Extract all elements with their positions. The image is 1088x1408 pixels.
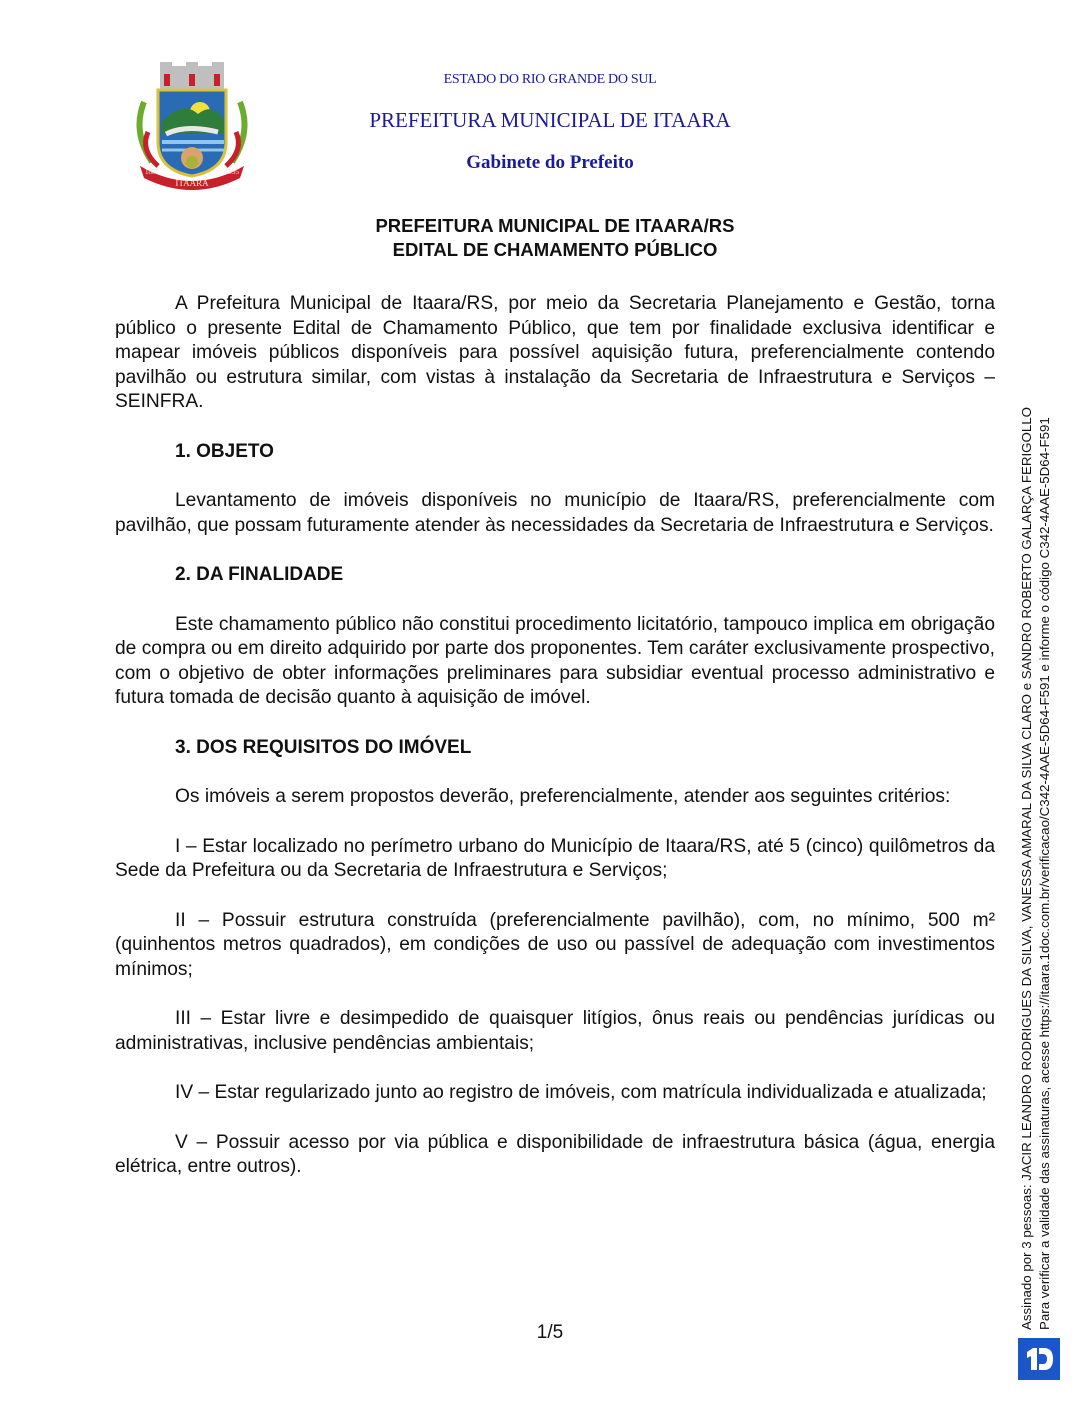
- signature-stamp: [1018, 370, 1054, 1330]
- crest-year-left: 1887: [145, 168, 159, 176]
- crest-year-right: 1995: [225, 168, 239, 176]
- intro-paragraph: A Prefeitura Municipal de Itaara/RS, por meio da Secretaria Planejamento e Gestão, torna público o presente Edital de Chamamento Público, que tem por finalidade exclusiva identificar e mapear imóveis públicos disponíveis para possível aquisição futura, preferencialmente contendo pavilhão ou estrutura similar, com vistas à instalação da Secretaria de Infraestrutura e Serviços – SEINFRA.: [115, 293, 995, 412]
- document-title-line2: EDITAL DE CHAMAMENTO PÚBLICO: [392, 239, 718, 260]
- signature-verification-link[interactable]: Para verificar a validade das assinaturas, acesse https://itaara.1doc.com.br/verificacao/C342-4AAE-5D64-F591 e informe o código C342-4AAE-5D64-F591: [1037, 417, 1052, 1330]
- document-title-line1: PREFEITURA MUNICIPAL DE ITAARA/RS: [375, 215, 735, 236]
- document-body: [115, 214, 995, 1180]
- page-number: 1/5: [536, 1322, 564, 1343]
- requirement-item-5: V – Possuir acesso por via pública e disponibilidade de infraestrutura básica (água, energia elétrica, entre outros).: [115, 1131, 995, 1177]
- requirement-item-1: I – Estar localizado no perímetro urbano do Município de Itaara/RS, até 5 (cinco) quilômetros da Sede da Prefeitura ou da Secretaria de Infraestrutura e Serviços;: [115, 835, 995, 881]
- header-state: ESTADO DO RIO GRANDE DO SUL: [443, 72, 657, 87]
- section-heading-requisitos: 3. DOS REQUISITOS DO IMÓVEL: [175, 736, 472, 758]
- crest-name: ITAARA: [175, 178, 209, 188]
- section-text-finalidade: Este chamamento público não constitui procedimento licitatório, tampouco implica em obrigação de compra ou em direito adquirido por parte dos proponentes. Tem caráter exclusivamente prospectivo, com o objetivo de obter informações preliminares para subsidiar eventual processo administrativo e futura tomada de decisão quanto à aquisição de imóvel.: [115, 613, 995, 708]
- requirement-item-4: IV – Estar regularizado junto ao registro de imóveis, com matrícula individualizada e atualizada;: [175, 1082, 987, 1103]
- signature-signers: Assinado por 3 pessoas: JACIR LEANDRO RODRIGUES DA SILVA, VANESSA AMARAL DA SILVA CLARO e SANDRO ROBERTO GALARÇA FERIGOLLO: [1019, 407, 1034, 1330]
- header-prefeitura: PREFEITURA MUNICIPAL DE ITAARA: [369, 108, 731, 132]
- section-text-requisitos: Os imóveis a serem propostos deverão, preferencialmente, atender aos seguintes critérios:: [175, 786, 951, 807]
- 1doc-logo-icon: [1018, 1338, 1060, 1380]
- requirement-item-3: III – Estar livre e desimpedido de quaisquer litígios, ônus reais ou pendências jurídicas ou administrativas, inclusive pendências ambientais;: [115, 1008, 995, 1054]
- section-heading-finalidade: 2. DA FINALIDADE: [175, 564, 344, 585]
- section-heading-objeto: 1. OBJETO: [175, 440, 274, 462]
- requirement-item-2: II – Possuir estrutura construída (preferencialmente pavilhão), com, no mínimo, 500 m² (quinhentos metros quadrados), em condições de uso ou passível de adequação com investimentos mínimos;: [115, 909, 995, 980]
- header-gabinete: Gabinete do Prefeito: [466, 152, 634, 173]
- municipal-crest-icon: [122, 62, 262, 190]
- section-text-objeto: Levantamento de imóveis disponíveis no município de Itaara/RS, preferencialmente com pavilhão, que possam futuramente atender às necessidades da Secretaria de Infraestrutura e Serviços.: [115, 490, 995, 536]
